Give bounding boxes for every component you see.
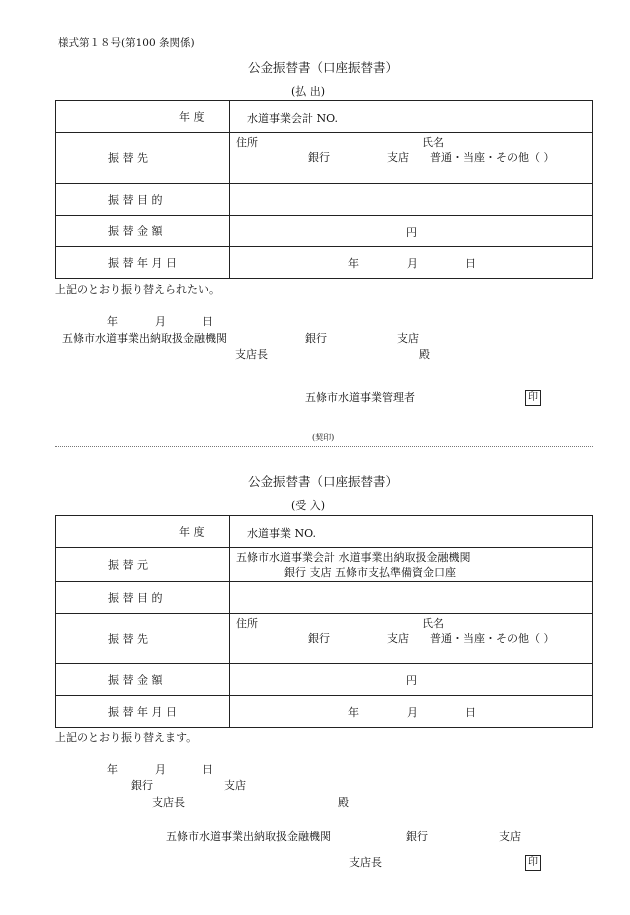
dest-bank-label: 銀行 — [308, 151, 330, 164]
payment-row-purpose — [56, 184, 593, 216]
payment-sign-day: 日 — [202, 315, 213, 328]
receipt-note: 上記のとおり振り替えます。 — [55, 731, 198, 744]
receipt-sign-year: 年 — [107, 763, 118, 776]
payment-row-year — [56, 101, 593, 133]
receipt-sign-month: 月 — [155, 763, 166, 776]
receipt-subtitle: (受 入) — [291, 499, 326, 512]
dest-account-type: 普通・当座・その他（ ） — [430, 632, 555, 645]
purpose-label: 振 替 目 的 — [108, 591, 163, 604]
date-year: 年 — [348, 706, 359, 719]
payment-seal-icon: 印 — [525, 390, 541, 406]
receipt-sign-day: 日 — [202, 763, 213, 776]
year-label: 年 度 — [179, 525, 205, 538]
amount-label: 振 替 金 額 — [108, 224, 163, 238]
date-year: 年 — [348, 257, 359, 270]
purpose-label: 振 替 目 的 — [108, 193, 163, 206]
receipt-branch: 支店 — [224, 779, 246, 792]
receipt-row-date — [56, 696, 593, 728]
payment-sign-year: 年 — [107, 315, 118, 328]
payment-row-dest — [56, 133, 593, 184]
dest-name-label: 氏名 — [422, 136, 444, 149]
dest-name-label: 氏名 — [422, 617, 444, 630]
receipt-row-dest — [56, 614, 593, 664]
receipt-row-source — [56, 548, 593, 582]
amount-unit: 円 — [406, 226, 417, 239]
dest-label: 振 替 先 — [108, 151, 148, 165]
payment-bank: 銀行 — [305, 332, 327, 345]
dest-account-type: 普通・当座・その他（ ） — [430, 151, 555, 164]
date-day: 日 — [465, 257, 476, 270]
perforation-line — [55, 446, 593, 447]
payment-honorific: 殿 — [419, 348, 430, 361]
date-label: 振 替 年 月 日 — [108, 256, 177, 269]
dest-address-label: 住所 — [236, 136, 258, 149]
dest-branch-label: 支店 — [387, 151, 409, 164]
source-line-2: 銀行 支店 五條市支払準備資金口座 — [284, 566, 456, 579]
year-value: 水道事業 NO. — [247, 527, 316, 540]
receipt-institution: 五條市水道事業出納取扱金融機関 — [166, 830, 331, 843]
date-month: 月 — [407, 706, 418, 719]
dest-bank-label: 銀行 — [308, 632, 330, 645]
payment-issuer: 五條市水道事業管理者 — [305, 391, 415, 404]
year-value: 水道事業会計 NO. — [247, 112, 338, 125]
source-label: 振 替 元 — [108, 558, 148, 571]
payment-row-amount — [56, 216, 593, 247]
receipt-inst-bank: 銀行 — [406, 830, 428, 843]
receipt-row-year — [56, 516, 593, 548]
payment-table — [55, 100, 593, 279]
form-number: 様式第１８号(第100 条関係) — [58, 37, 195, 49]
tally-mark: (契印) — [312, 433, 335, 442]
receipt-row-amount — [56, 664, 593, 696]
payment-subtitle: (払 出) — [291, 85, 326, 98]
dest-address-label: 住所 — [236, 617, 258, 630]
receipt-title: 公金振替書（口座振替書） — [248, 474, 399, 489]
receipt-branch-manager: 支店長 — [152, 796, 185, 809]
payment-institution: 五條市水道事業出納取扱金融機関 — [62, 332, 227, 345]
dest-branch-label: 支店 — [387, 632, 409, 645]
amount-label: 振 替 金 額 — [108, 673, 163, 686]
year-label: 年 度 — [179, 110, 205, 123]
payment-note: 上記のとおり振り替えられたい。 — [55, 283, 220, 296]
payment-sign-month: 月 — [155, 315, 166, 328]
source-line-1: 五條市水道事業会計 水道事業出納取扱金融機関 — [236, 551, 471, 564]
date-day: 日 — [465, 706, 476, 719]
payment-branch: 支店 — [397, 332, 419, 345]
payment-row-date — [56, 247, 593, 279]
receipt-seal-icon: 印 — [525, 855, 541, 871]
receipt-honorific: 殿 — [338, 796, 349, 809]
receipt-inst-manager: 支店長 — [349, 856, 382, 869]
date-label: 振 替 年 月 日 — [108, 705, 177, 718]
date-month: 月 — [407, 257, 418, 270]
amount-unit: 円 — [406, 674, 417, 687]
receipt-inst-branch: 支店 — [499, 830, 521, 843]
purpose-value — [230, 184, 593, 216]
purpose-value — [230, 582, 593, 614]
receipt-bank: 銀行 — [131, 779, 153, 792]
receipt-row-purpose — [56, 582, 593, 614]
receipt-table — [55, 515, 593, 728]
payment-title: 公金振替書（口座振替書） — [248, 60, 399, 75]
dest-label: 振 替 先 — [108, 632, 148, 645]
payment-branch-manager: 支店長 — [235, 348, 268, 361]
